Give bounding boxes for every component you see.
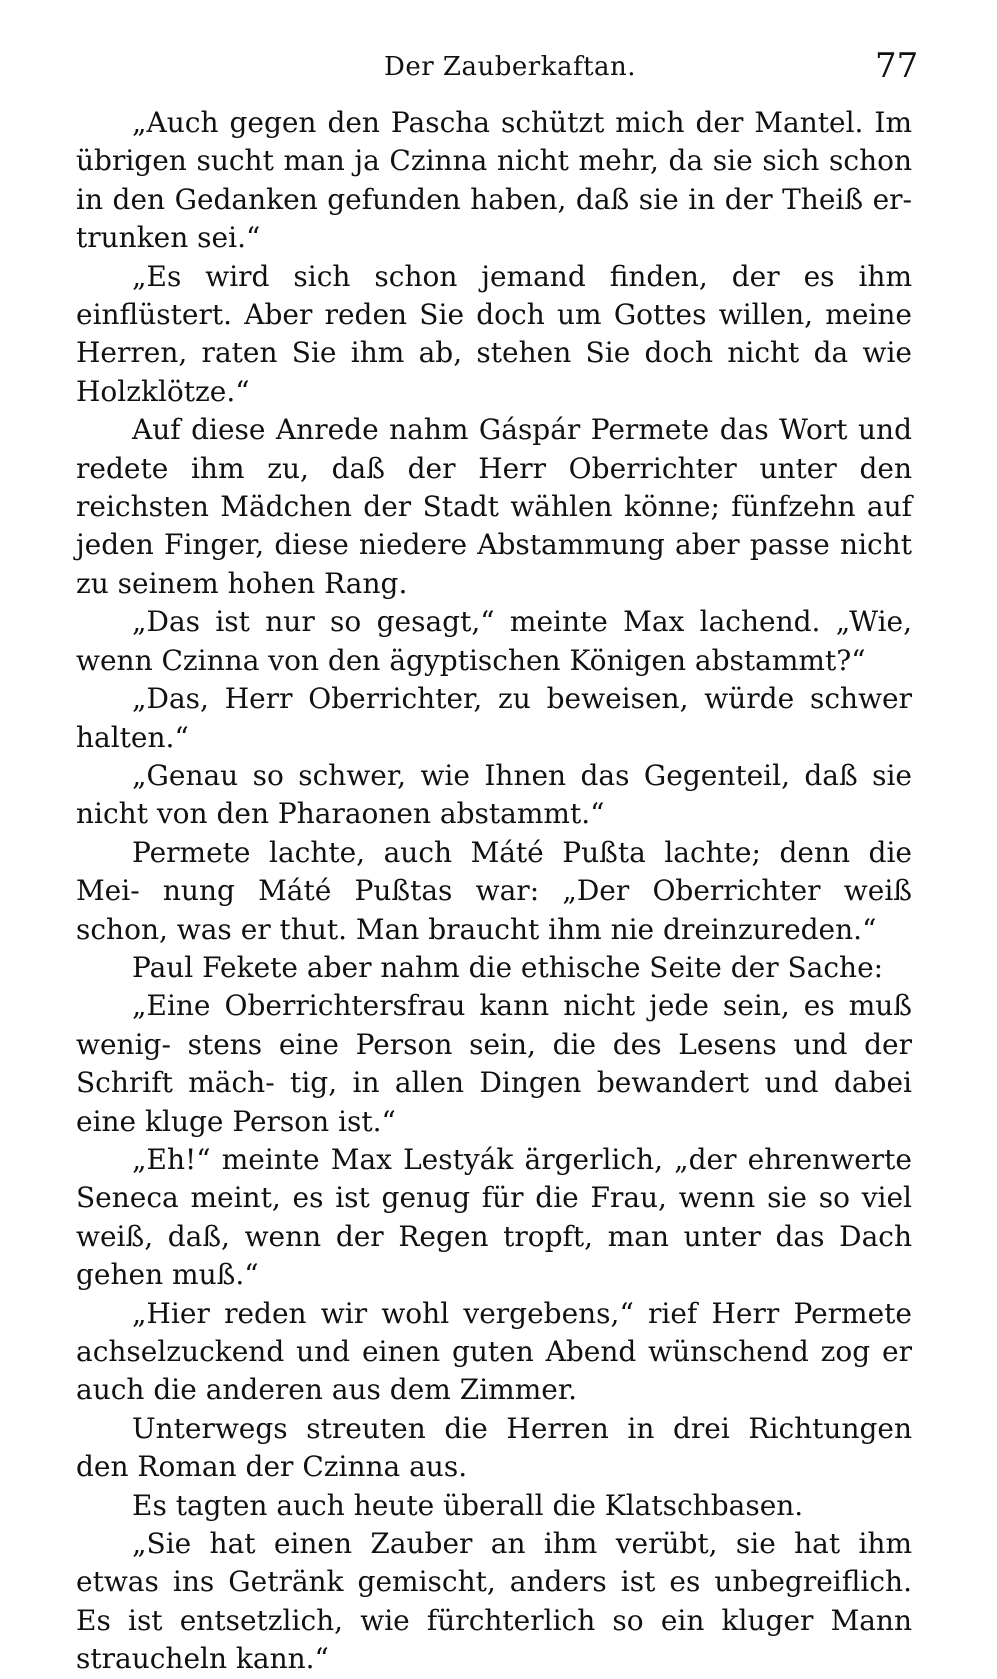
paragraph: „Genau so schwer, wie Ihnen das Gegenteil, daß sie nicht von den Pharaonen abstammt.“: [76, 758, 912, 831]
paragraph: Es tagten auch heute überall die Klatschbasen.: [132, 1488, 804, 1522]
paragraph: Paul Fekete aber nahm die ethische Seite der Sache:: [132, 950, 884, 984]
paragraph: „Das ist nur so gesagt,“ meinte Max lachend. „Wie, wenn Czinna von den ägyptischen Königen abstammt?“: [76, 605, 912, 677]
page-body: [76, 104, 912, 1679]
paragraph: „Das, Herr Oberrichter, zu beweisen, würde schwer halten.“: [76, 682, 912, 754]
paragraph: Permete lachte, auch Máté Pußta lachte; denn die Mei- nung Máté Pußtas war: „Der Oberrichter weiß schon, was er thut. Man braucht ihm nie dreinzureden.“: [76, 835, 912, 946]
paragraph: Auf diese Anrede nahm Gáspár Permete das Wort und redete ihm zu, daß der Herr Oberrichter unter den reichsten Mädchen der Stadt wählen könne; fünfzehn auf jeden Finger, diese niedere Abstammung aber passe nicht zu seinem hohen Rang.: [76, 413, 912, 600]
paragraph: „Sie hat einen Zauber an ihm verübt, sie hat ihm etwas ins Getränk gemischt, anders ist es unbegreiflich. Es ist entsetzlich, wie fürchterlich so ein kluger Mann straucheln kann.“: [76, 1527, 912, 1676]
running-header-title: Der Zauberkaftan.: [384, 52, 637, 82]
paragraph: „Eine Oberrichtersfrau kann nicht jede sein, es muß wenig- stens eine Person sein, die des Lesens und der Schrift mäch- tig, in allen Dingen bewandert und dabei eine kluge Person ist.“: [76, 989, 912, 1138]
paragraph: „Es wird sich schon jemand finden, der es ihm einflüstert. Aber reden Sie doch um Gottes willen, meine Herren, raten Sie ihm ab, stehen Sie doch nicht da wie Holzklötze.“: [76, 259, 912, 408]
page-number: 77: [875, 46, 919, 86]
paragraph: „Auch gegen den Pascha schützt mich der Mantel. Im übrigen sucht man ja Czinna nicht mehr, da sie sich schon in den Gedanken gefunden haben, daß sie in der Theiß er- trunken sei.“: [76, 106, 912, 255]
paragraph: „Hier reden wir wohl vergebens,“ rief Herr Permete achselzuckend und einen guten Abend wünschend zog er auch die anderen aus dem Zimmer.: [76, 1296, 912, 1407]
paragraph: „Eh!“ meinte Max Lestyák ärgerlich, „der ehrenwerte Seneca meint, es ist genug für die Frau, wenn sie so viel weiß, daß, wenn der Regen tropft, man unter das Dach gehen muß.“: [76, 1142, 912, 1292]
paragraph: Unterwegs streuten die Herren in drei Richtungen den Roman der Czinna aus.: [76, 1411, 912, 1484]
